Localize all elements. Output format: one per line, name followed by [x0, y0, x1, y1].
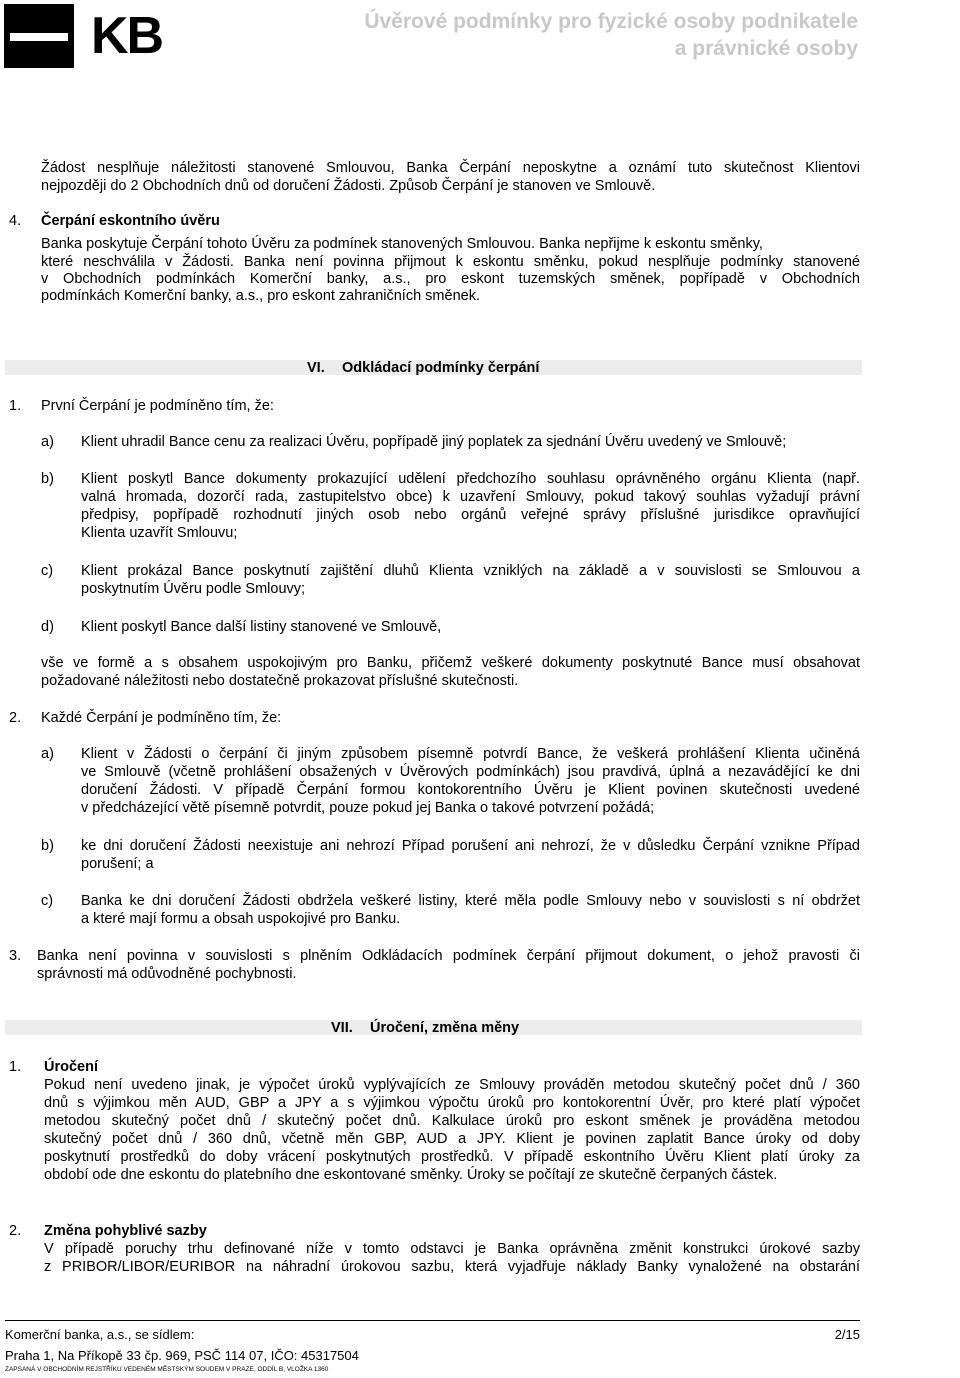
paragraph-line: Pokud není uvedeno jinak, je výpočet úroků vyplývajících ze Smlouvy prováděn metodou skutečný počet dnů / 360: [44, 1077, 860, 1093]
paragraph-line: Banka není povinna v souvislosti s plněním Odkládacích podmínek čerpání přijmout dokument, o jehož pravosti či: [37, 948, 860, 964]
section-title: Úročení, změna měny: [370, 1020, 520, 1036]
list-text: Klient uhradil Bance cenu za realizaci Úvěru, popřípadě jiný poplatek za sjednání Úvěru uvedený ve Smlouvě;: [81, 434, 787, 450]
paragraph-line: podmínkách Komerční banky, a.s., pro eskont zahraničních směnek.: [41, 288, 480, 304]
header-title-line2: a právnické osoby: [674, 37, 858, 60]
footer-company: Komerční banka, a.s., se sídlem:: [5, 1327, 195, 1342]
paragraph-line: Banka poskytuje Čerpání tohoto Úvěru za podmínek stanovených Smlouvou. Banka nepřijme k eskontu směnky,: [41, 236, 763, 252]
list-text: doručení Žádosti. V případě Čerpání formou kontokorentního Úvěru je Klient povinen skutečnosti uvedené: [81, 782, 860, 798]
list-label: a): [41, 746, 54, 762]
paragraph-line: V případě poruchy trhu definované níže v tomto odstavci je Banka oprávněna změnit konstrukci úrokové sazby: [44, 1241, 860, 1257]
item-heading: Změna pohyblivé sazby: [44, 1223, 207, 1239]
item-text: Každé Čerpání je podmíněno tím, že:: [41, 710, 282, 726]
list-text: a které mají formu a obsah uspokojivé pro Banku.: [81, 911, 401, 927]
item-heading: Čerpání eskontního úvěru: [41, 213, 220, 229]
list-text: ve Smlouvě (včetně prohlášení obsažených v Úvěrových podmínkách) jsou pravdivá, úplná a nezavádějící ke dni: [81, 764, 860, 780]
footer-address: Praha 1, Na Příkopě 33 čp. 969, PSČ 114 07, IČO: 45317504: [5, 1348, 359, 1363]
paragraph-line: správnosti má odůvodněné pochybnosti.: [37, 966, 297, 982]
kb-logo-mark: [4, 4, 74, 68]
header-title: [338, 8, 858, 62]
paragraph-line: dnů s výjimkou měn AUD, GBP a JPY a s výjimkou výpočtu úroků pro kontokorentní Úvěr, pro které platí výpočet: [44, 1095, 860, 1111]
section-title: Odkládací podmínky čerpání: [342, 360, 540, 376]
list-text: Klient v Žádosti o čerpání či jiným způsobem písemně potvrdí Bance, že veškerá prohlášení Klienta učiněná: [81, 746, 860, 762]
list-text: ke dni doručení Žádosti neexistuje ani nehrozí Případ porušení ani nehrozí, že v důsledku Čerpání vznikne Případ: [81, 838, 860, 854]
list-label: d): [41, 619, 54, 635]
item-number: 3.: [9, 948, 22, 964]
paragraph-line: které neschválila v Žádosti. Banka není povinna přijmout k eskontu směnku, pokud nesplňuje podmínky stanovené: [41, 254, 860, 270]
section-roman: VII.: [331, 1020, 353, 1036]
list-label: a): [41, 434, 54, 450]
item-text: První Čerpání je podmíněno tím, že:: [41, 398, 274, 414]
list-text: Klient poskytl Bance dokumenty prokazující udělení předchozího souhlasu oprávněného orgánu Klienta (např.: [81, 471, 860, 487]
list-text: Banka ke dni doručení Žádosti obdržela veškeré listiny, které měla podle Smlouvy nebo v souvislosti s ní obdržet: [81, 893, 860, 909]
list-text: v předcházející větě písemně potvrdit, pouze pokud jej Banka o takové potvrzení požádá;: [81, 800, 655, 816]
paragraph-line: metodou skutečný počet dnů / skutečný počet dnů. Kalkulace úroků pro eskont směnek je prováděna metodou: [44, 1113, 860, 1129]
list-label: c): [41, 893, 54, 909]
item-number: 2.: [9, 710, 22, 726]
list-label: b): [41, 471, 54, 487]
list-text: porušení; a: [81, 856, 154, 872]
list-text: valná hromada, dozorčí rada, zastupitelstvo obce) k uzavření Smlouvy, pokud takový souhlas vyžadují právní: [81, 489, 860, 505]
item-heading: Úročení: [44, 1059, 98, 1075]
list-text: poskytnutím Úvěru podle Smlouvy;: [81, 581, 306, 597]
list-text: Klienta uzavřít Smlouvu;: [81, 525, 238, 541]
list-text: Klient poskytl Bance další listiny stanovené ve Smlouvě,: [81, 619, 442, 635]
header-title-line1: Úvěrové podmínky pro fyzické osoby podnikatele: [364, 10, 858, 33]
list-text: Klient prokázal Bance poskytnutí zajištění dluhů Klienta vzniklých na základě a v souvislosti se Smlouvou a: [81, 563, 860, 579]
intro-line: nejpozději do 2 Obchodních dnů od doručení Žádosti. Způsob Čerpání je stanoven ve Smlouvě.: [41, 178, 656, 194]
footer-registry: ZAPSANÁ V OBCHODNÍM REJSTŘÍKU VEDENÉM MĚSTSKÝM SOUDEM V PRAZE, ODDÍL B, VLOŽKA 1360: [5, 1366, 329, 1373]
paragraph-line: skutečný počet dnů / 360 dnů, včetně měn GBP, AUD a JPY. Klient je povinen zaplatit Bance úroky od doby: [44, 1131, 860, 1147]
list-text: předpisy, popřípadě rozhodnutí jiných osob nebo orgánů veřejné správy příslušné jurisdikce opravňující: [81, 507, 860, 523]
paragraph-line: vše ve formě a s obsahem uspokojivým pro Banku, přičemž veškeré dokumenty poskytnuté Bance musí obsahovat: [41, 655, 860, 671]
page-number: 2/15: [834, 1327, 860, 1342]
item-number: 1.: [9, 1059, 22, 1075]
item-number: 2.: [9, 1223, 22, 1239]
footer-divider: [5, 1320, 860, 1321]
item-number: 1.: [9, 398, 22, 414]
paragraph-line: období ode dne eskontu do platebního dne eskontované směnky. Úroky se počítají ze skutečně čerpaných částek.: [44, 1167, 778, 1183]
paragraph-line: v Obchodních podmínkách Komerční banky, a.s., pro eskont tuzemských směnek, popřípadě v Obchodních: [41, 271, 860, 287]
list-label: b): [41, 838, 54, 854]
kb-logo-text: KB: [91, 7, 163, 65]
paragraph-line: požadované náležitosti nebo dostatečně prokazovat příslušné skutečnosti.: [41, 673, 519, 689]
paragraph-line: poskytnutí prostředků do doby vrácení poskytnutých prostředků. V případě eskontního Úvěru Klient platí úroky za: [44, 1149, 860, 1165]
paragraph-line: z PRIBOR/LIBOR/EURIBOR na náhradní úrokovou sazbu, která vyjadřuje náklady Banky vynaložené na obstarání: [44, 1259, 860, 1275]
item-number: 4.: [9, 213, 22, 229]
intro-line: Žádost nesplňuje náležitosti stanovené Smlouvou, Banka Čerpání neposkytne a oznámí tuto skutečnost Klientovi: [41, 160, 860, 176]
section-roman: VI.: [307, 360, 325, 376]
list-label: c): [41, 563, 54, 579]
